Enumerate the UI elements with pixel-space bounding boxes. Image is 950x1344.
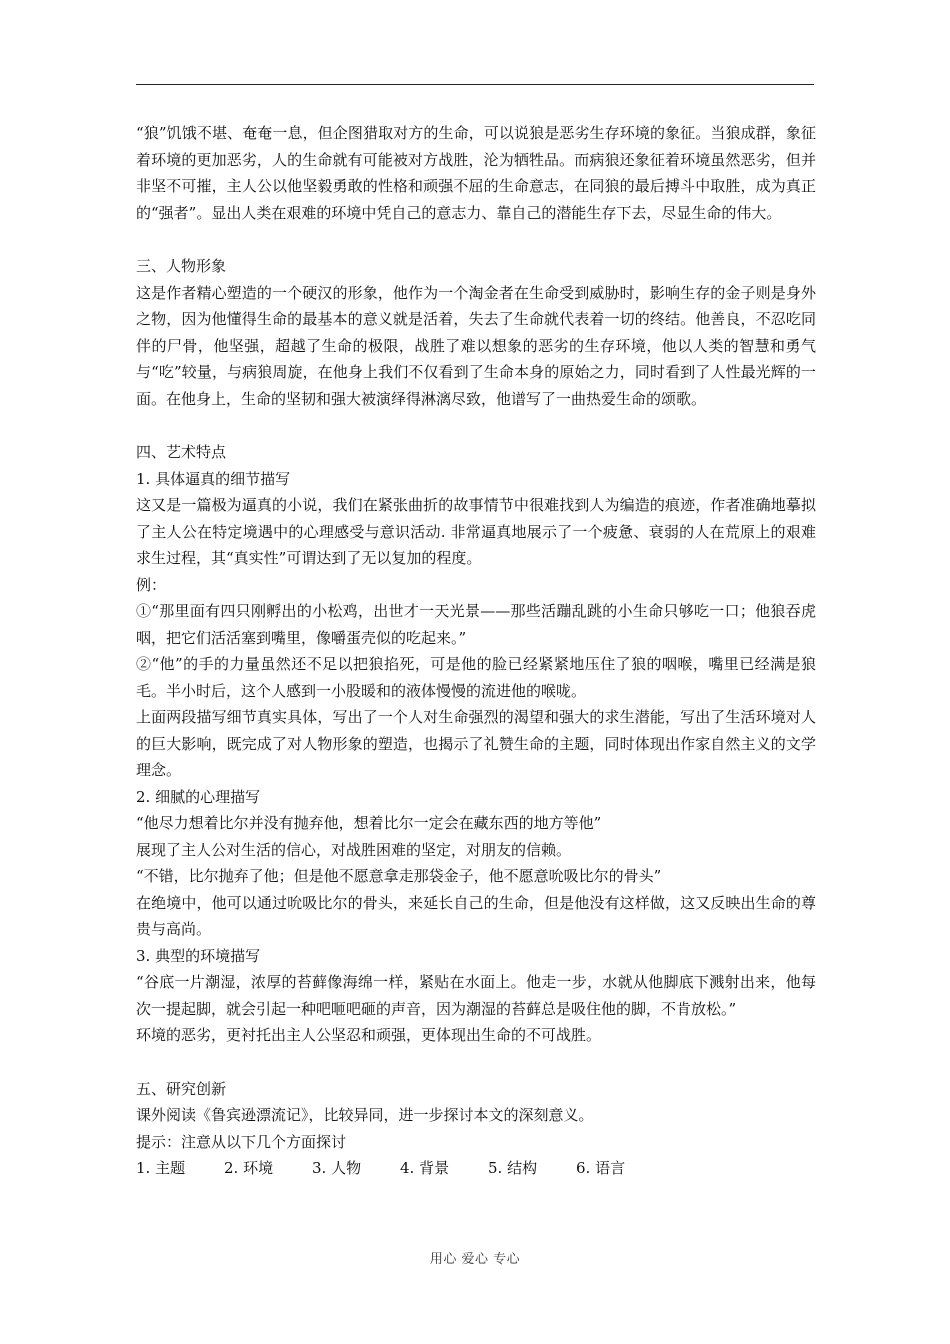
page-footer: 用心 爱心 专心 xyxy=(429,1252,521,1267)
aspect-item: 2. 环境 xyxy=(224,1159,274,1177)
psychology-quote-1: “他尽力想着比尔并没有抛弃他，想着比尔一定会在藏东西的地方等他” xyxy=(136,814,602,832)
section-heading-art: 四、艺术特点 xyxy=(136,443,227,461)
spacer xyxy=(136,226,816,253)
section-heading-character: 三、人物形象 xyxy=(136,257,227,275)
spacer xyxy=(136,1049,816,1076)
psychology-comment-1: 展现了主人公对生活的信心，对战胜困难的坚定，对朋友的信赖。 xyxy=(136,840,572,859)
aspect-item: 4. 背景 xyxy=(400,1159,450,1177)
aspect-item: 1. 主题 xyxy=(136,1159,186,1177)
aspect-item: 5. 结构 xyxy=(488,1159,538,1177)
subheading-detail: 1. 具体逼真的细节描写 xyxy=(136,469,291,488)
environment-quote: “谷底一片潮湿，浓厚的苔藓像海绵一样，紧贴在水面上。他走一步，水就从他脚底下溅射出来，他每次一提起脚，就会引起一种吧咂吧砸的声音，因为潮湿的苔藓总是吸住他的脚，不肯放松。” xyxy=(136,973,816,1018)
aspect-item: 3. 人物 xyxy=(312,1159,362,1177)
section-heading-research: 五、研究创新 xyxy=(136,1079,227,1098)
example-label: 例： xyxy=(136,575,167,594)
research-hint: 提示：注意从以下几个方面探讨 xyxy=(136,1132,347,1151)
psychology-comment-2: 在绝境中，他可以通过吮吸比尔的骨头，来延长自己的生命，但是他没有这样做，这又反映出生命的尊贵与高尚。 xyxy=(136,893,816,938)
character-paragraph: 这是作者精心塑造的一个硬汉的形象，他作为一个淘金者在生命受到威胁时，影响生存的金子则是身外之物，因为他懂得生命的最基本的意义就是活着，失去了生命就代表着一切的终结。他善良，不忍吃同伴的尸骨，他坚强，超越了生命的极限，战胜了难以想象的恶劣的生存环境，他以人类的智慧和勇气与“吃”较量，与病狼周旋，在他身上我们不仅看到了生命本身的原始之力，同时看到了人性最光辉的一面。在他身上，生命的坚韧和强大被演绎得淋漓尽致，他谱写了一曲热爱生命的颂歌。 xyxy=(136,283,816,408)
environment-comment: 环境的恶劣，更衬托出主人公坚忍和顽强，更体现出生命的不可战胜。 xyxy=(136,1026,602,1044)
aspect-list xyxy=(136,1155,816,1182)
intro-paragraph: “狼”饥饿不堪、奄奄一息，但企图猎取对方的生命，可以说狼是恶劣生存环境的象征。当狼成群，象征着环境的更加恶劣，人的生命就有可能被对方战胜，沦为牺牲品。而病狼还象征着环境虽然恶劣，但并非坚不可摧，主人公以他坚毅勇敢的性格和顽强不屈的生命意志，在同狼的最后搏斗中取胜，成为真正的“强者”。显出人类在艰难的环境中凭自己的意志力、靠自己的潜能生存下去，尽显生命的伟大。 xyxy=(136,124,816,222)
subheading-environment: 3. 典型的环境描写 xyxy=(136,946,261,965)
subheading-psychology: 2. 细腻的心理描写 xyxy=(136,787,261,806)
spacer xyxy=(136,412,816,439)
research-paragraph: 课外阅读《鲁宾逊漂流记》，比较异同，进一步探讨本文的深刻意义。 xyxy=(136,1106,594,1124)
detail-paragraph: 这又是一篇极为逼真的小说，我们在紧张曲折的故事情节中很难找到人为编造的痕迹，作者准确地摹拟了主人公在特定境遇中的心理感受与意识活动. 非常逼真地展示了一个疲惫、衰弱的人在荒原上的艰难求生过程，其“真实性”可谓达到了无以复加的程度。 xyxy=(136,496,816,567)
detail-summary: 上面两段描写细节真实具体，写出了一个人对生命强烈的渴望和强大的求生潜能，写出了生活环境对人的巨大影响，既完成了对人物形象的塑造，也揭示了礼赞生命的主题，同时体现出作家自然主义的文学理念。 xyxy=(136,708,816,779)
document-body xyxy=(136,120,816,1182)
header-rule xyxy=(136,84,814,85)
psychology-quote-2: “不错，比尔抛弃了他；但是他不愿意拿走那袋金子，他不愿意吮吸比尔的骨头” xyxy=(136,867,662,885)
example-quote-2: ②“他”的手的力量虽然还不足以把狼掐死，可是他的脸已经紧紧地压住了狼的咽喉，嘴里已经满是狼毛。半小时后，这个人感到一小股暖和的液体慢慢的流进他的喉咙。 xyxy=(136,655,816,700)
example-quote-1: ①“那里面有四只刚孵出的小松鸡，出世才一天光景——那些活蹦乱跳的小生命只够吃一口；他狼吞虎咽，把它们活活塞到嘴里，像嚼蛋壳似的吃起来。” xyxy=(136,602,816,647)
aspect-item: 6. 语言 xyxy=(576,1159,626,1177)
